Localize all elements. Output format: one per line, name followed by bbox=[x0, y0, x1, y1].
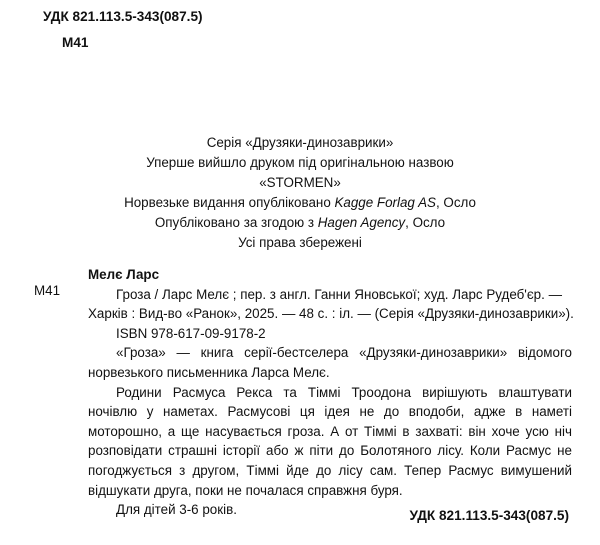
original-title: «STORMEN» bbox=[259, 175, 341, 190]
agency-name: Hagen Agency bbox=[317, 215, 406, 230]
annotation-plot: Родини Расмуса Рекса та Тіммі Троодона вирішують влаштувати ночівлю у наметах. Расмусові ця ідея не до вподоби, адже в наметі моторошно, а ще насувається гроза. А от Тіммі в захваті: він хоче усю ніч розповідати страшні історії або ж піти до Болотяного лісу. Коли Расмус не погоджується з другом, Тіммі йде до лісу сам. Тепер Расмус вимушений відшукати друга, поки не почалася справжня буря. bbox=[88, 384, 572, 498]
author-heading: Мелє Ларс bbox=[88, 267, 160, 282]
norwegian-edition-line: Норвезьке видання опубліковано Kagge Forlag AS, Осло bbox=[124, 195, 476, 210]
series-info bbox=[0, 133, 600, 253]
norwegian-publisher: Kagge Forlag AS bbox=[334, 195, 436, 210]
agency-line: Опубліковано за згодою з Hagen Agency, Осло bbox=[154, 215, 446, 230]
annotation-series: «Гроза» — книга серії-бестселера «Друзяки-динозаврики» відомого норвезького письменника Ларса Мелє. bbox=[88, 345, 572, 380]
catalog-code: М41 bbox=[34, 283, 61, 298]
udk-bottom: УДК 821.113.5-343(087.5) bbox=[409, 508, 569, 523]
rights-line: Усі права збережені bbox=[238, 235, 362, 250]
catalog-card bbox=[88, 265, 572, 520]
author-code-top: М41 bbox=[62, 35, 89, 50]
series-line: Серія «Друзяки-динозаврики» bbox=[206, 135, 394, 150]
first-published-line: Уперше вийшло друком під оригінальною назвою bbox=[146, 155, 454, 170]
udk-top: УДК 821.113.5-343(087.5) bbox=[43, 9, 203, 24]
bibliographic-line-1: Гроза / Ларс Мелє ; пер. з англ. Ганни Яновської; худ. Ларс Рудеб'єр. — bbox=[116, 286, 562, 302]
age-note: Для дітей 3-6 років. bbox=[116, 502, 237, 518]
isbn: ISBN 978-617-09-9178-2 bbox=[116, 325, 266, 341]
bibliographic-line-2: Харків : Вид-во «Ранок», 2025. — 48 с. : іл. — (Серія «Друзяки-динозаврики»). bbox=[88, 306, 574, 322]
